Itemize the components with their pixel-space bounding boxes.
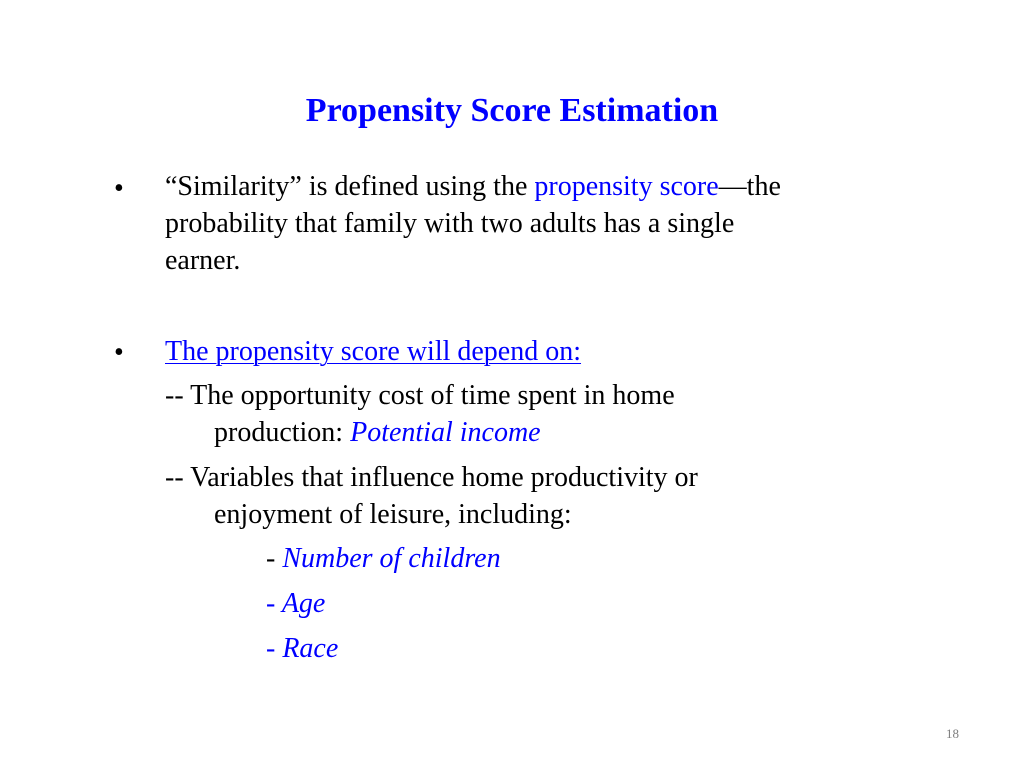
bullet-1-text-start: “Similarity” is defined using the xyxy=(165,171,535,202)
sub-sub-item-children-text: Number of children xyxy=(282,543,501,574)
slide-title: Propensity Score Estimation xyxy=(305,92,719,129)
bullet-1-line-3: earner. xyxy=(165,245,241,276)
sub-item-2-line-1: -- Variables that influence home productivity or xyxy=(165,462,698,493)
sub-sub-item-children xyxy=(266,540,501,578)
sub-item-1-line-1: -- The opportunity cost of time spent in home xyxy=(165,380,675,411)
sub-sub-item-race: - Race xyxy=(266,633,339,664)
bullet-1-text-end: —the xyxy=(718,171,781,202)
bullet-1-line-1 xyxy=(165,168,781,206)
bullet-2-heading-link[interactable]: The propensity score will depend on: xyxy=(165,336,582,367)
bullet-1-line-2: probability that family with two adults has a single xyxy=(165,208,735,239)
bullet-2-marker: • xyxy=(114,337,124,368)
sub-item-1-label: production: xyxy=(214,417,351,448)
sub-sub-item-age: - Age xyxy=(266,588,326,619)
bullet-1-marker: • xyxy=(114,173,124,204)
potential-income-term: Potential income xyxy=(350,417,541,448)
page-number: 18 xyxy=(946,726,959,741)
sub-item-1-line-2 xyxy=(214,414,541,452)
sub-item-2-line-2: enjoyment of leisure, including: xyxy=(214,499,572,530)
propensity-score-term: propensity score xyxy=(534,171,719,202)
sub-sub-item-children-dash: - xyxy=(266,543,283,574)
